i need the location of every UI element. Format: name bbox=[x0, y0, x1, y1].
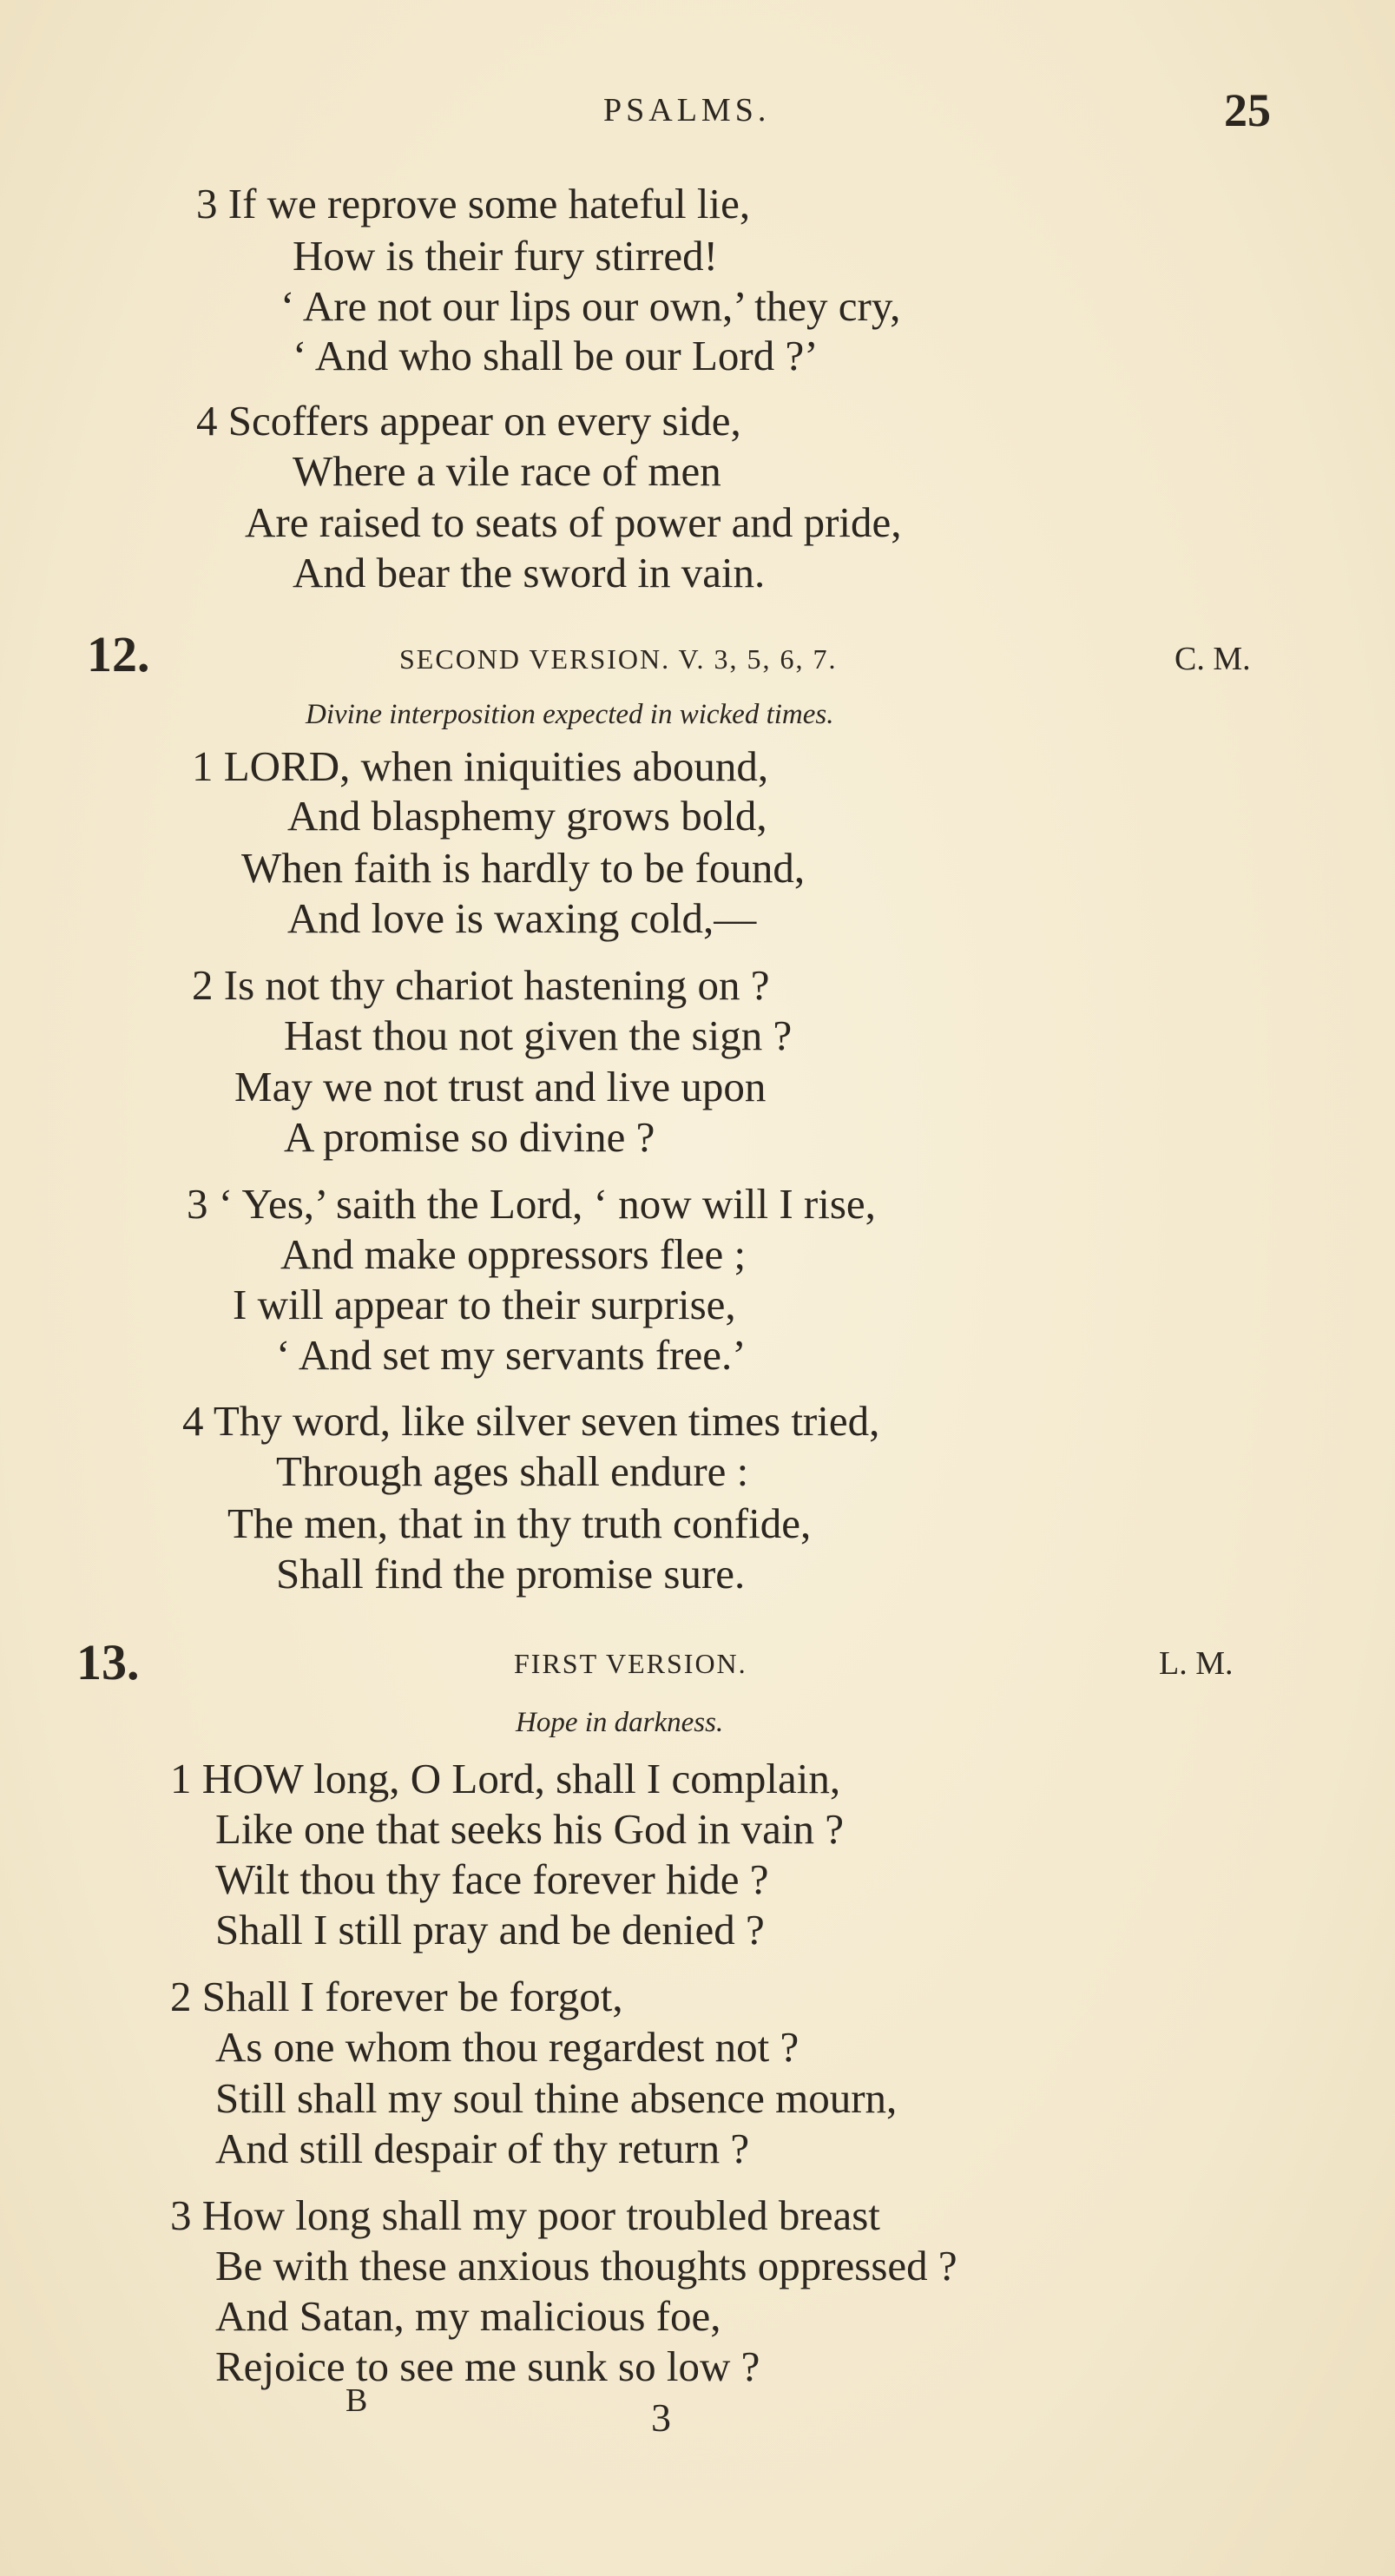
verse-line: Hast thou not given the sign ? bbox=[284, 1011, 793, 1059]
verse-line: When faith is hardly to be found, bbox=[241, 844, 806, 892]
verse-line: The men, that in thy truth confide, bbox=[227, 1499, 812, 1547]
psalm-number: 12. bbox=[87, 626, 150, 682]
verse-line: 2 Shall I forever be forgot, bbox=[170, 1973, 623, 2020]
verse-line: Be with these anxious thoughts oppressed ? bbox=[215, 2242, 957, 2289]
footer-number: 3 bbox=[651, 2395, 671, 2440]
verse-line: ‘ Are not our lips our own,’ they cry, bbox=[280, 282, 901, 330]
psalm-subtitle: Hope in darkness. bbox=[516, 1707, 724, 1738]
verse-line: May we not trust and live upon bbox=[234, 1063, 767, 1110]
verse-line: 1 LORD, when iniquities abound, bbox=[192, 742, 769, 790]
verse-line: 3 How long shall my poor troubled breast bbox=[170, 2191, 880, 2239]
verse-line: 2 Is not thy chariot hastening on ? bbox=[192, 961, 770, 1009]
verse-line: 4 Thy word, like silver seven times tried, bbox=[182, 1397, 880, 1445]
meter-label: C. M. bbox=[1175, 641, 1251, 677]
verse-line: ‘ And set my servants free.’ bbox=[276, 1331, 747, 1379]
verse-line: And make oppressors flee ; bbox=[280, 1230, 747, 1278]
verse-line: Rejoice to see me sunk so low ? bbox=[215, 2342, 760, 2390]
verse-line: Shall I still pray and be denied ? bbox=[215, 1906, 765, 1953]
verse-line: 4 Scoffers appear on every side, bbox=[196, 397, 741, 445]
verse-line: Shall find the promise sure. bbox=[276, 1550, 746, 1598]
verse-line: And blasphemy grows bold, bbox=[287, 792, 767, 840]
verse-line: And love is waxing cold,— bbox=[287, 894, 757, 942]
verse-line: Still shall my soul thine absence mourn, bbox=[215, 2074, 898, 2122]
verse-line: And still despair of thy return ? bbox=[215, 2125, 750, 2172]
verse-line: Like one that seeks his God in vain ? bbox=[215, 1805, 844, 1853]
verse-line: 3 If we reprove some hateful lie, bbox=[196, 180, 751, 227]
signature-mark: B bbox=[345, 2382, 368, 2419]
verse-line: A promise so divine ? bbox=[284, 1113, 655, 1161]
verse-line: 3 ‘ Yes,’ saith the Lord, ‘ now will I rise, bbox=[187, 1180, 876, 1228]
version-label: FIRST VERSION. bbox=[514, 1648, 747, 1679]
verse-line: ‘ And who shall be our Lord ?’ bbox=[293, 332, 819, 379]
verse-line: Are raised to seats of power and pride, bbox=[245, 498, 902, 546]
verse-line: Wilt thou thy face forever hide ? bbox=[215, 1855, 769, 1903]
verse-line: Where a vile race of men bbox=[293, 447, 721, 495]
meter-label: L. M. bbox=[1159, 1645, 1234, 1682]
verse-line: 1 HOW long, O Lord, shall I complain, bbox=[170, 1755, 841, 1802]
version-label: SECOND VERSION. V. 3, 5, 6, 7. bbox=[399, 643, 838, 675]
page-number: 25 bbox=[1224, 84, 1271, 136]
verse-line: Through ages shall endure : bbox=[276, 1447, 749, 1495]
psalm-number: 13. bbox=[76, 1634, 140, 1690]
verse-line: And bear the sword in vain. bbox=[293, 549, 766, 596]
verse-line: I will appear to their surprise, bbox=[233, 1281, 736, 1328]
verse-line: As one whom thou regardest not ? bbox=[215, 2023, 799, 2071]
psalm-subtitle: Divine interposition expected in wicked times. bbox=[306, 699, 834, 730]
verse-line: And Satan, my malicious foe, bbox=[215, 2292, 721, 2340]
verse-line: How is their fury stirred! bbox=[293, 232, 718, 280]
running-head: PSALMS. bbox=[603, 92, 771, 128]
